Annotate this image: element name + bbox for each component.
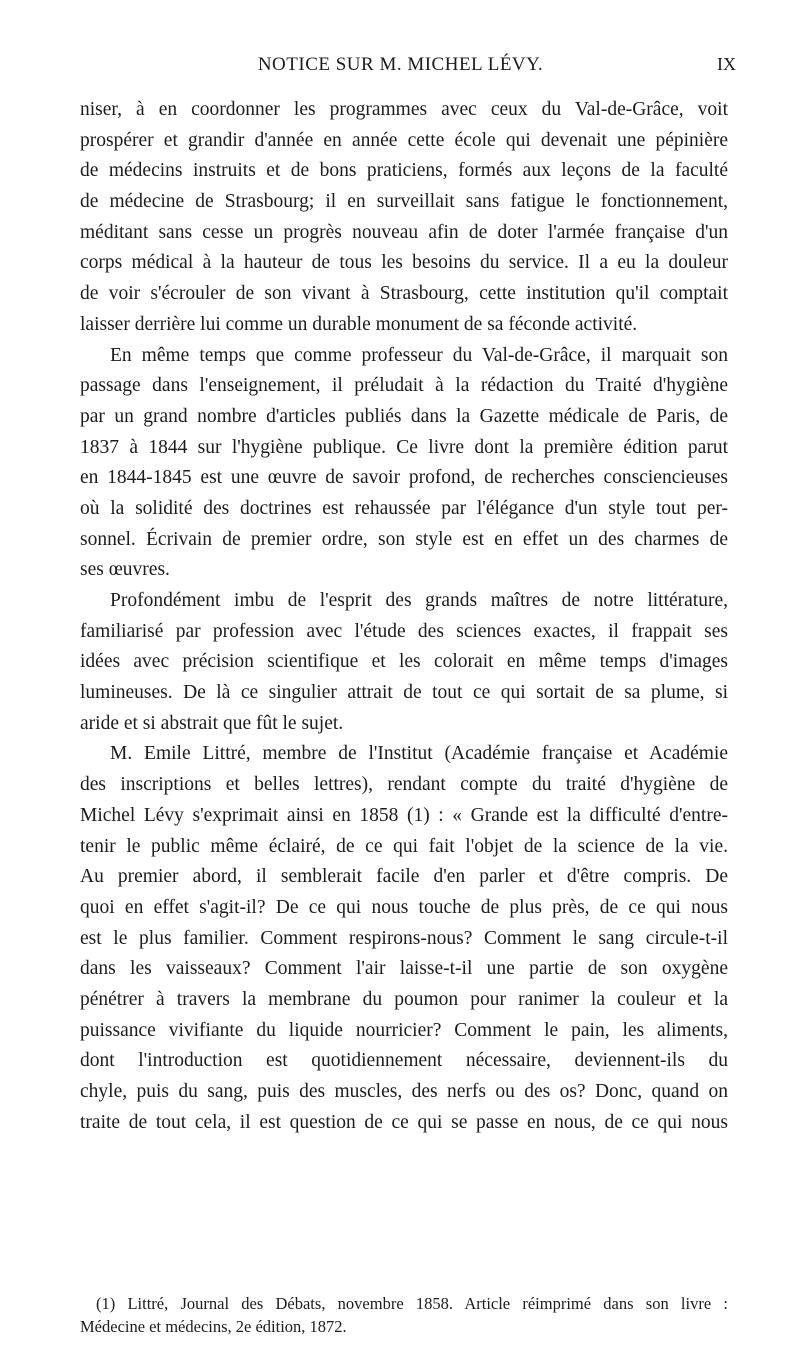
text-line: puissance vivifiante du liquide nourricier? Comment le pain, les aliments, (80, 1019, 728, 1041)
text-line: en 1844-1845 est une œuvre de savoir profond, de recherches consciencieuses (80, 467, 728, 489)
page-header (0, 54, 801, 84)
text-line: Profondément imbu de l'esprit des grands maîtres de notre littérature, (110, 590, 728, 611)
text-line: niser, à en coordonner les programmes avec ceux du Val-de-Grâce, voit (80, 99, 728, 120)
footnote-line: Médecine et médecins, 2e édition, 1872. (80, 1317, 347, 1336)
text-line: aride et si abstrait que fût le sujet. (80, 712, 344, 734)
body-text (80, 95, 728, 1138)
text-line: de voir s'écrouler de son vivant à Strasbourg, cette institution qu'il comptait (80, 283, 728, 305)
text-line: des inscriptions et belles lettres), rendant compte du traité d'hygiène de (80, 774, 728, 796)
page-number: IX (717, 54, 736, 74)
text-line: méditant sans cesse un progrès nouveau afin de doter l'armée française d'un (80, 221, 728, 243)
text-line: dont l'introduction est quotidiennement nécessaire, deviennent-ils du (80, 1050, 728, 1072)
text-line: passage dans l'enseignement, il préludait à la rédaction du Traité d'hygiène (80, 375, 728, 397)
text-line: 1837 à 1844 sur l'hygiène publique. Ce livre dont la première édition parut (80, 436, 728, 458)
text-line: M. Emile Littré, membre de l'Institut (Académie française et Académie (110, 743, 728, 765)
text-line: sonnel. Écrivain de premier ordre, son style est en effet un des charmes de (80, 528, 728, 550)
running-title: NOTICE SUR M. MICHEL LÉVY. (257, 54, 544, 75)
text-line: de médecins instruits et de bons praticiens, formés aux leçons de la faculté (80, 160, 728, 182)
text-line: où la solidité des doctrines est rehaussée par l'élégance d'un style tout per- (80, 497, 728, 519)
text-line: pénétrer à travers la membrane du poumon pour ranimer la couleur et la (80, 988, 728, 1010)
text-line: Au premier abord, il semblerait facile d'en parler et d'être compris. De (80, 866, 728, 888)
footnotes (80, 1292, 728, 1338)
text-line: En même temps que comme professeur du Val-de-Grâce, il marquait son (110, 344, 728, 366)
text-line: chyle, puis du sang, puis des muscles, des nerfs ou des os? Donc, quand on (80, 1081, 728, 1102)
text-line: corps médical à la hauteur de tous les besoins du service. Il a eu la douleur (80, 252, 728, 274)
text-line: tenir le public même éclairé, de ce qui fait l'objet de la science de la vie. (80, 835, 728, 857)
text-line: ses œuvres. (80, 559, 170, 581)
footnote-line: (1) Littré, Journal des Débats, novembre 1858. Article réimprimé dans son livre : (96, 1294, 728, 1313)
text-line: de médecine de Strasbourg; il en surveillait sans fatigue le fonctionnement, (80, 191, 728, 213)
text-line: par un grand nombre d'articles publiés dans la Gazette médicale de Paris, de (80, 405, 728, 427)
text-line: prospérer et grandir d'année en année cette école qui devenait une pépinière (80, 129, 728, 151)
text-line: traite de tout cela, il est question de ce qui se passe en nous, de ce qui nous (80, 1111, 728, 1133)
text-line: laisser derrière lui comme un durable monument de sa féconde activité. (80, 313, 638, 335)
text-line: familiarisé par profession avec l'étude des sciences exactes, il frappait ses (80, 620, 728, 642)
text-line: lumineuses. De là ce singulier attrait de tout ce qui sortait de sa plume, si (80, 682, 728, 704)
text-line: Michel Lévy s'exprimait ainsi en 1858 (1) : « Grande est la difficulté d'entre- (80, 804, 728, 826)
text-line: quoi en effet s'agit-il? De ce qui nous touche de plus près, de ce qui nous (80, 896, 728, 918)
text-line: est le plus familier. Comment respirons-nous? Comment le sang circule-t-il (80, 927, 728, 949)
text-line: idées avec précision scientifique et les colorait en même temps d'images (80, 651, 728, 673)
text-line: dans les vaisseaux? Comment l'air laisse-t-il une partie de son oxygène (80, 958, 728, 980)
